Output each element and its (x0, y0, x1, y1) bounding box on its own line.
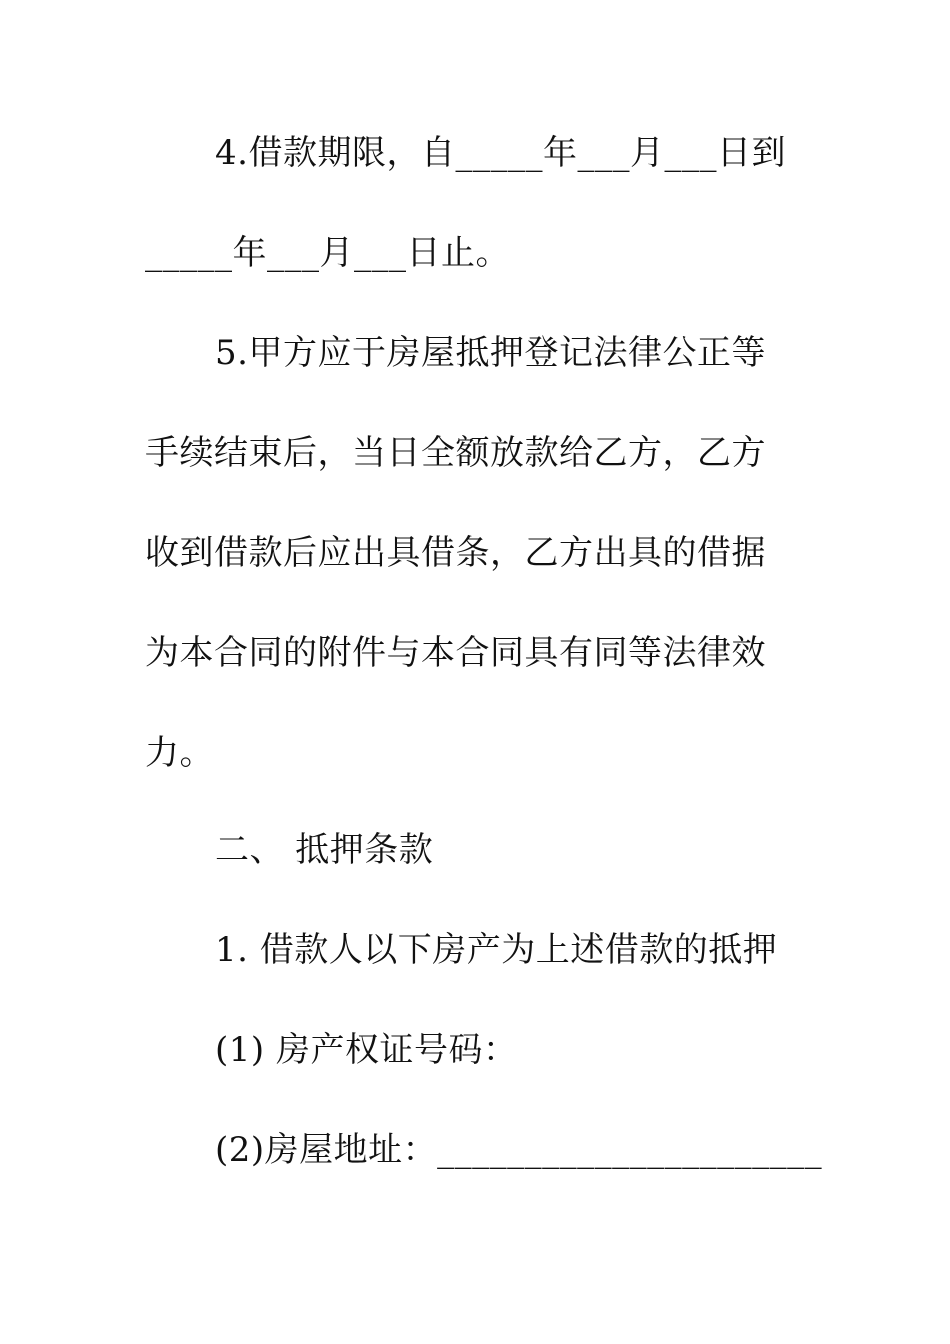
clause-5-line-1: 5.甲方应于房屋抵押登记法律公正等 (215, 333, 766, 373)
clause-5-line-2: 手续结束后，当日全额放款给乙方，乙方 (145, 433, 766, 473)
clause-4-line-2: _____年___月___日止。 (145, 233, 510, 273)
property-address-line: (2)房屋地址：______________________ (215, 1130, 823, 1170)
clause-5-line-3: 收到借款后应出具借条，乙方出具的借据 (145, 533, 766, 573)
clause-4-line-1: 4.借款期限，自_____年___月___日到 (215, 133, 786, 173)
mortgage-clause-1: 1. 借款人以下房产为上述借款的抵押 (215, 930, 778, 970)
clause-5-line-4: 为本合同的附件与本合同具有同等法律效 (145, 633, 766, 673)
section-heading-mortgage: 二、 抵押条款 (215, 830, 434, 870)
property-certificate-line: (1) 房产权证号码： (215, 1030, 518, 1070)
clause-5-line-5: 力。 (145, 733, 214, 773)
